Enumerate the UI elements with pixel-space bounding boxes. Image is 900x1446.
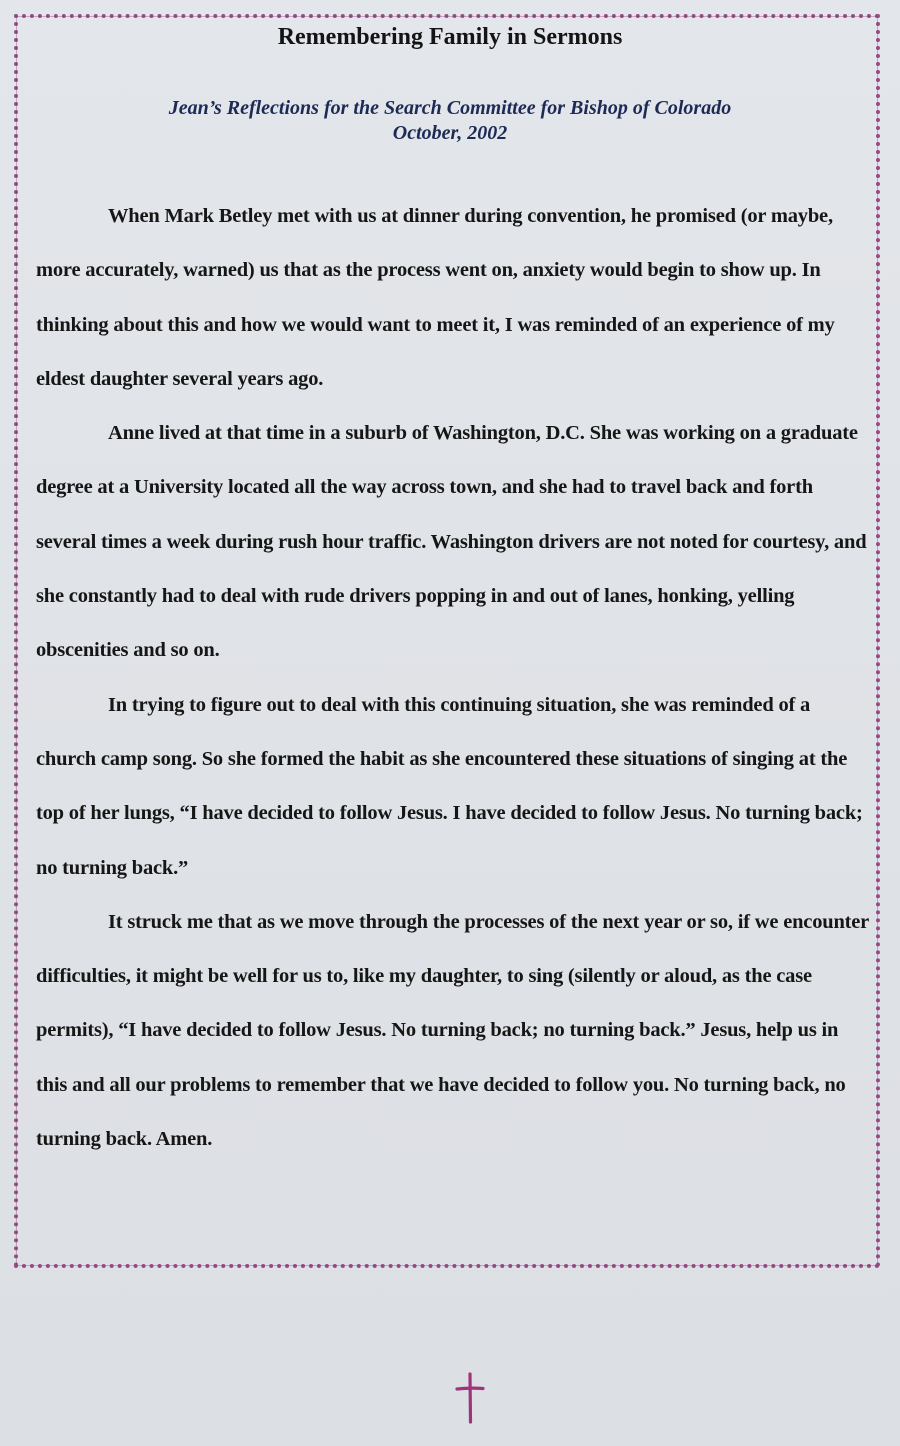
paragraph-4: It struck me that as we move through the processes of the next year or so, if we encounter difficulties, it might be well for us to, like my daughter, to sing (silently or aloud, as the case permits), “I have decided to follow Jesus. No turning back; no turning back.” Jesus, help us in this and all our problems to remember that we have decided to follow you. No turning back, no turning back. Amen. (36, 910, 869, 1151)
cross-icon (454, 1372, 486, 1424)
subtitle-line-1: Jean’s Reflections for the Search Committee for Bishop of Colorado (168, 97, 732, 119)
document-subtitle (0, 96, 900, 146)
paragraph-3: In trying to figure out to deal with this continuing situation, she was reminded of a church camp song. So she formed the habit as she encountered these situations of singing at the top of her lungs, “I have decided to follow Jesus. I have decided to follow Jesus. No turning back; no turning back.” (36, 693, 863, 879)
paragraph-1: When Mark Betley met with us at dinner during convention, he promised (or maybe, more accurately, warned) us that as the process went on, anxiety would begin to show up. In thinking about this and how we would want to meet it, I was reminded of an experience of my eldest daughter several years ago. (36, 205, 835, 390)
document-body (36, 189, 872, 1166)
document-title: Remembering Family in Sermons (277, 24, 623, 50)
subtitle-date: October, 2002 (392, 122, 508, 144)
paragraph-2: Anne lived at that time in a suburb of Washington, D.C. She was working on a graduate degree at a University located all the way across town, and she had to travel back and forth several times a week during rush hour traffic. Washington drivers are not noted for courtesy, and she constantly had to deal with rude drivers popping in and out of lanes, honking, yelling obscenities and so on. (36, 422, 867, 662)
